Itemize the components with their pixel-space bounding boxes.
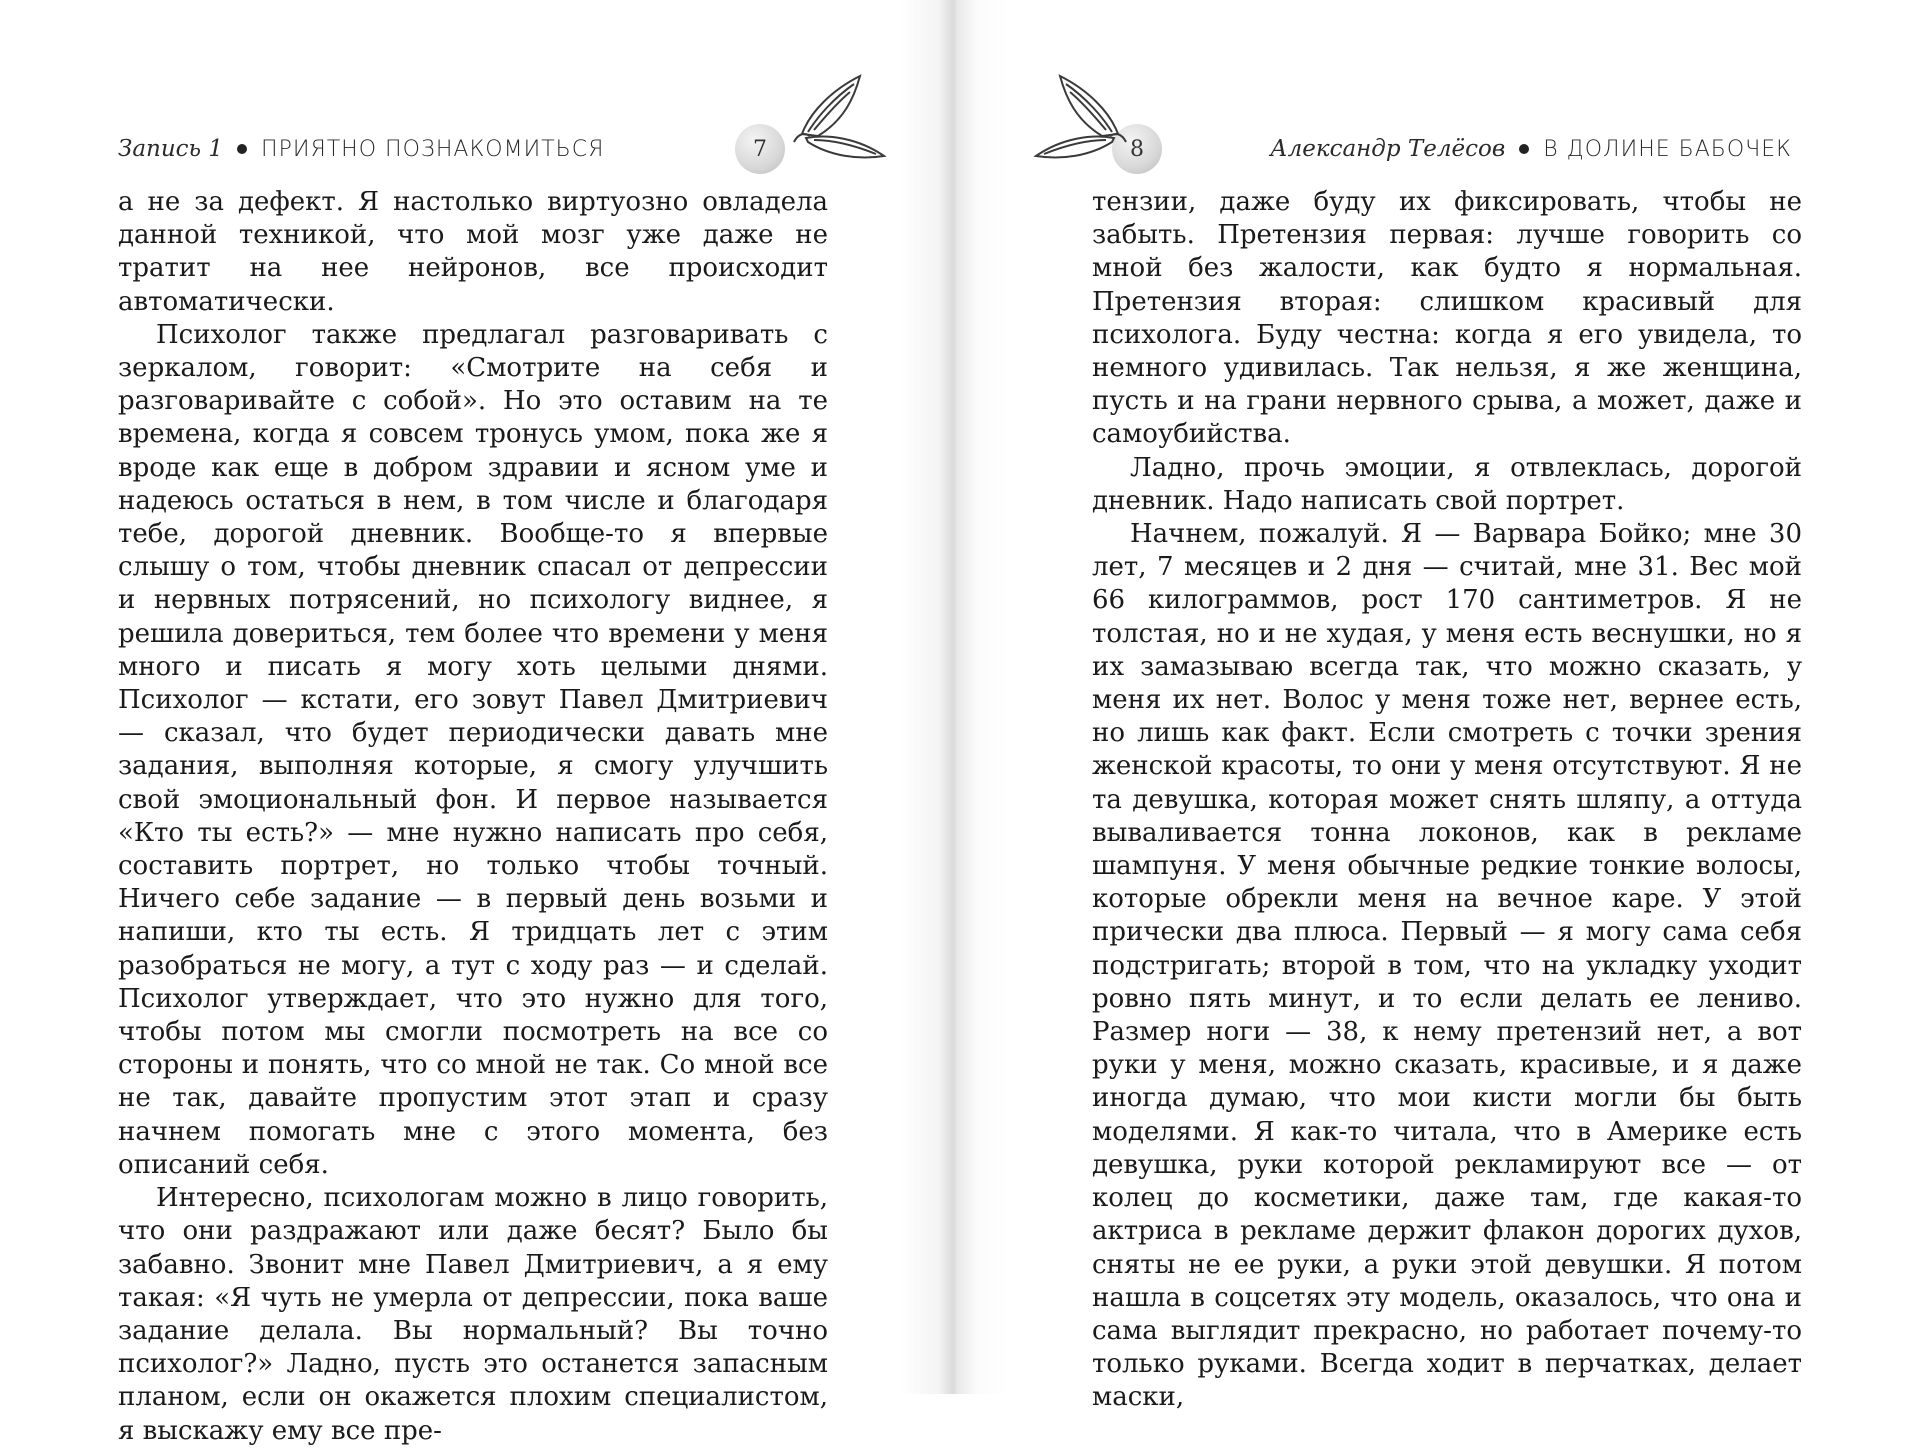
author-name: Александр Телёсов [1270, 136, 1506, 162]
bullet-separator [1519, 144, 1529, 154]
paragraph: Психолог также предлагал разговаривать с зеркалом, говорит: «Смотрите на себя и разговаривайте с собой». Но это оставим на те времена, когда я совсем тронусь умом, пока же я вроде как еще в добром здравии и ясном уме и надеюсь остаться в нем, в том числе и благодаря тебе, дорогой дневник. Вообще-то я впервые слышу о том, чтобы дневник спасал от депрессии и нервных потрясений, но психологу виднее, я решила довериться, тем более что времени у меня много и писать я могу хоть целыми днями. Психолог — кстати, его зовут Павел Дмитриевич — сказал, что будет периодически давать мне задания, выполняя которые, я смогу улучшить свой эмоциональный фон. И первое называется «Кто ты есть?» — мне нужно написать про себя, составить портрет, но только чтобы точный. Ничего себе задание — в первый день возьми и напиши, кто ты есть. Я тридцать лет с этим разобраться не могу, а тут с ходу раз — и сделай. Психолог утверждает, что это нужно для того, чтобы потом мы смогли посмотреть на все со стороны и понять, что со мной не так. Со мной все не так, давайте пропустим этот этап и сразу начнем помогать мне с этого момента, без описаний себя. [118, 319, 828, 1180]
paragraph: Интересно, психологам можно в лицо говорить, что они раздражают или даже бесят? Было бы забавно. Звонит мне Павел Дмитриевич, а я ему такая: «Я чуть не умерла от депрессии, пока ваше задание делала. Вы нормальный? Вы точно психолог?» Ладно, пусть это останется запасным планом, если он окажется плохим специалистом, я выскажу ему все пре- [118, 1183, 828, 1446]
page-number: 8 [1112, 124, 1162, 174]
left-page [0, 0, 955, 1446]
butterfly-icon [1032, 72, 1132, 168]
paragraph: Начнем, пожалуй. Я — Варвара Бойко; мне 30 лет, 7 месяцев и 2 дня — считай, мне 31. Вес мой 66 килограммов, рост 170 сантиметров. Я не толстая, но и не худая, у меня есть веснушки, но я их замазываю всегда так, что можно сказать, у меня их нет. Волос у меня тоже нет, вернее есть, но лишь как факт. Если смотреть с точки зрения женской красоты, то они у меня отсутствуют. Я не та девушка, которая может снять шляпу, а оттуда вываливается тонна локонов, как в рекламе шампуня. У меня обычные редкие тонкие волосы, которые обрекли меня на вечное каре. У этой прически два плюса. Первый — я могу сама себя подстригать; второй в том, что на укладку уходит ровно пять минут, и то если делать ее лениво. Размер ноги — 38, к нему претензий нет, а вот руки у меня, можно сказать, красивые, и я даже иногда думаю, что мои кисти могли бы быть моделями. Я как-то читала, что в Америке есть девушка, руки которой рекламируют все — от колец до косметики, даже там, где какая-то актриса в рекламе держит флакон дорогих духов, сняты не ее руки, а руки этой девушки. Я потом нашла в соцсетях эту модель, оказалось, что она и сама выглядит прекрасно, но работает почему-то только руками. Всегда ходит в перчатках, делает маски, [1092, 519, 1802, 1413]
right-running-header [1270, 128, 1792, 170]
bullet-separator [237, 144, 247, 154]
butterfly-icon [788, 72, 888, 168]
chapter-title: ПРИЯТНО ПОЗНАКОМИТЬСЯ [261, 136, 605, 162]
right-page [955, 0, 1910, 1413]
right-page-body [1092, 186, 1802, 1415]
paragraph: Ладно, прочь эмоции, я отвлеклась, дорогой дневник. Надо написать свой портрет. [1092, 452, 1802, 516]
left-page-body [118, 186, 828, 1448]
paragraph: тензии, даже буду их фиксировать, чтобы не забыть. Претензия первая: лучше говорить со мной без жалости, как будто я нормальная. Претензия вторая: слишком красивый для психолога. Буду честна: когда я его увидела, то немного удивилась. Так нельзя, я же женщина, пусть и на грани нервного срыва, а может, даже и самоубийства. [1092, 187, 1802, 450]
paragraph: а не за дефект. Я настолько виртуозно овладела данной техникой, что мой мозг уже даже не тратит на нее нейронов, все происходит автоматически. [118, 187, 828, 317]
book-title: В ДОЛИНЕ БАБОЧЕК [1543, 136, 1792, 162]
page-number: 7 [735, 124, 785, 174]
left-running-header [118, 128, 604, 170]
chapter-label: Запись 1 [118, 136, 224, 162]
